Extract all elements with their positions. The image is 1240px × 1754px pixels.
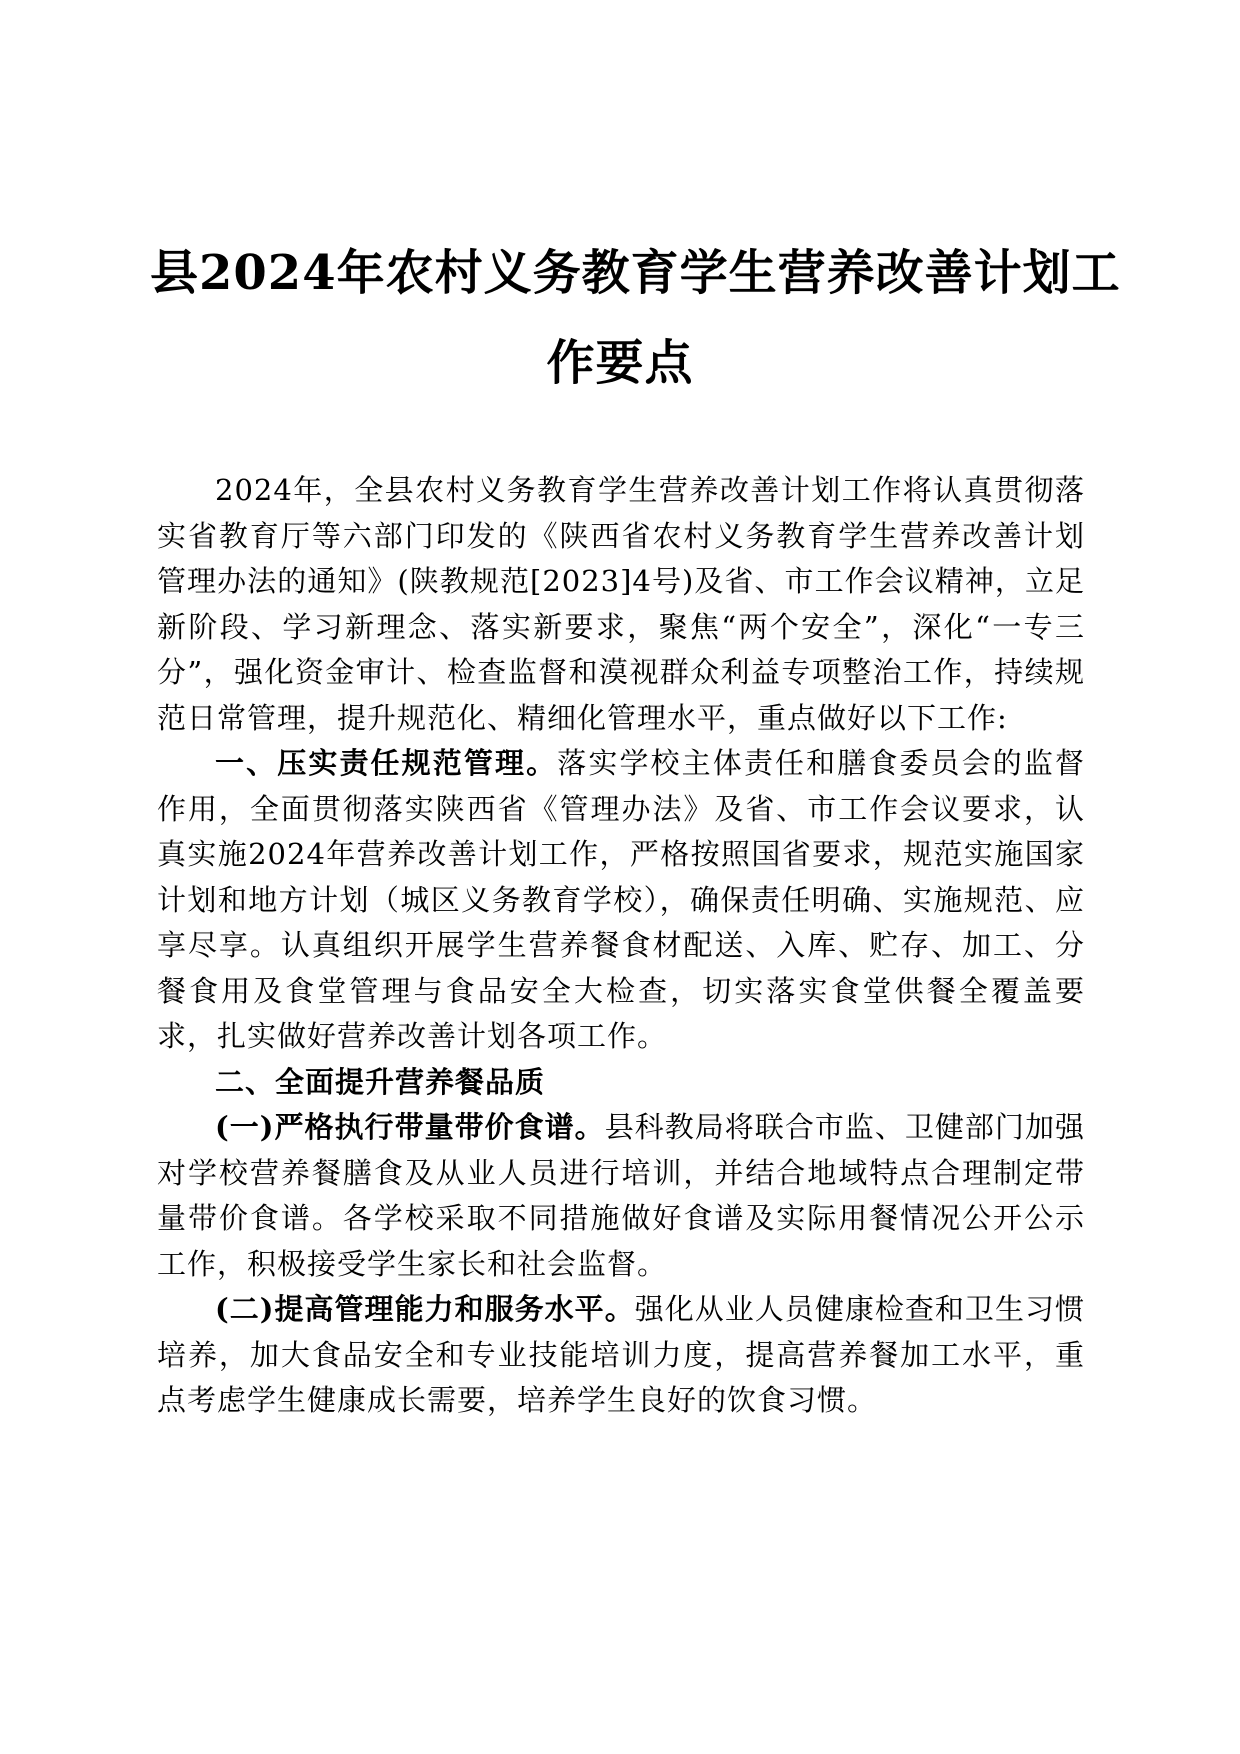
document-title (150, 228, 1121, 408)
section-2-item-2-text: 强化从业人员健康检查和卫生习惯培养，加大食品安全和专业技能培训力度，提高营养餐加工水平，重点考虑学生健康成长需要，培养学生良好的饮食习惯。 (157, 1292, 1085, 1417)
section-2-heading: 二、全面提升营养餐品质 (215, 1064, 546, 1099)
section-2-item-1-heading: (一)严格执行带量带价食谱。 (215, 1110, 605, 1144)
document-body (157, 468, 1085, 1424)
section-1-heading: 一、压实责任规范管理。 (215, 746, 558, 780)
section-2-item-1-paragraph (157, 1105, 1085, 1287)
section-1-paragraph (157, 741, 1085, 1060)
section-2-item-2-heading: (二)提高管理能力和服务水平。 (215, 1292, 635, 1326)
section-2-item-2-paragraph (157, 1287, 1085, 1424)
section-1-text: 落实学校主体责任和膳食委员会的监督作用，全面贯彻落实陕西省《管理办法》及省、市工作会议要求，认真实施2024年营养改善计划工作，严格按照国省要求，规范实施国家计划和地方计划（城区义务教育学校），确保责任明确、实施规范、应享尽享。认真组织开展学生营养餐食材配送、入库、贮存、加工、分餐食用及食堂管理与食品安全大检查，切实落实食堂供餐全覆盖要求，扎实做好营养改善计划各项工作。 (157, 746, 1085, 1053)
intro-paragraph: 2024年，全县农村义务教育学生营养改善计划工作将认真贯彻落实省教育厅等六部门印发的《陕西省农村义务教育学生营养改善计划管理办法的通知》(陕教规范[2023]4号)及省、市工作会议精神，立足新阶段、学习新理念、落实新要求，聚焦“两个安全”，深化“一专三分”，强化资金审计、检查监督和漠视群众利益专项整治工作，持续规范日常管理，提升规范化、精细化管理水平，重点做好以下工作: (157, 473, 1085, 735)
title-line-2: 作要点 (546, 335, 694, 391)
title-line-1: 县2024年农村义务教育学生营养改善计划工 (150, 245, 1121, 301)
section-2-item-1-text: 县科教局将联合市监、卫健部门加强对学校营养餐膳食及从业人员进行培训，并结合地域特点合理制定带量带价食谱。各学校采取不同措施做好食谱及实际用餐情况公开公示工作，积极接受学生家长和社会监督。 (157, 1110, 1085, 1281)
